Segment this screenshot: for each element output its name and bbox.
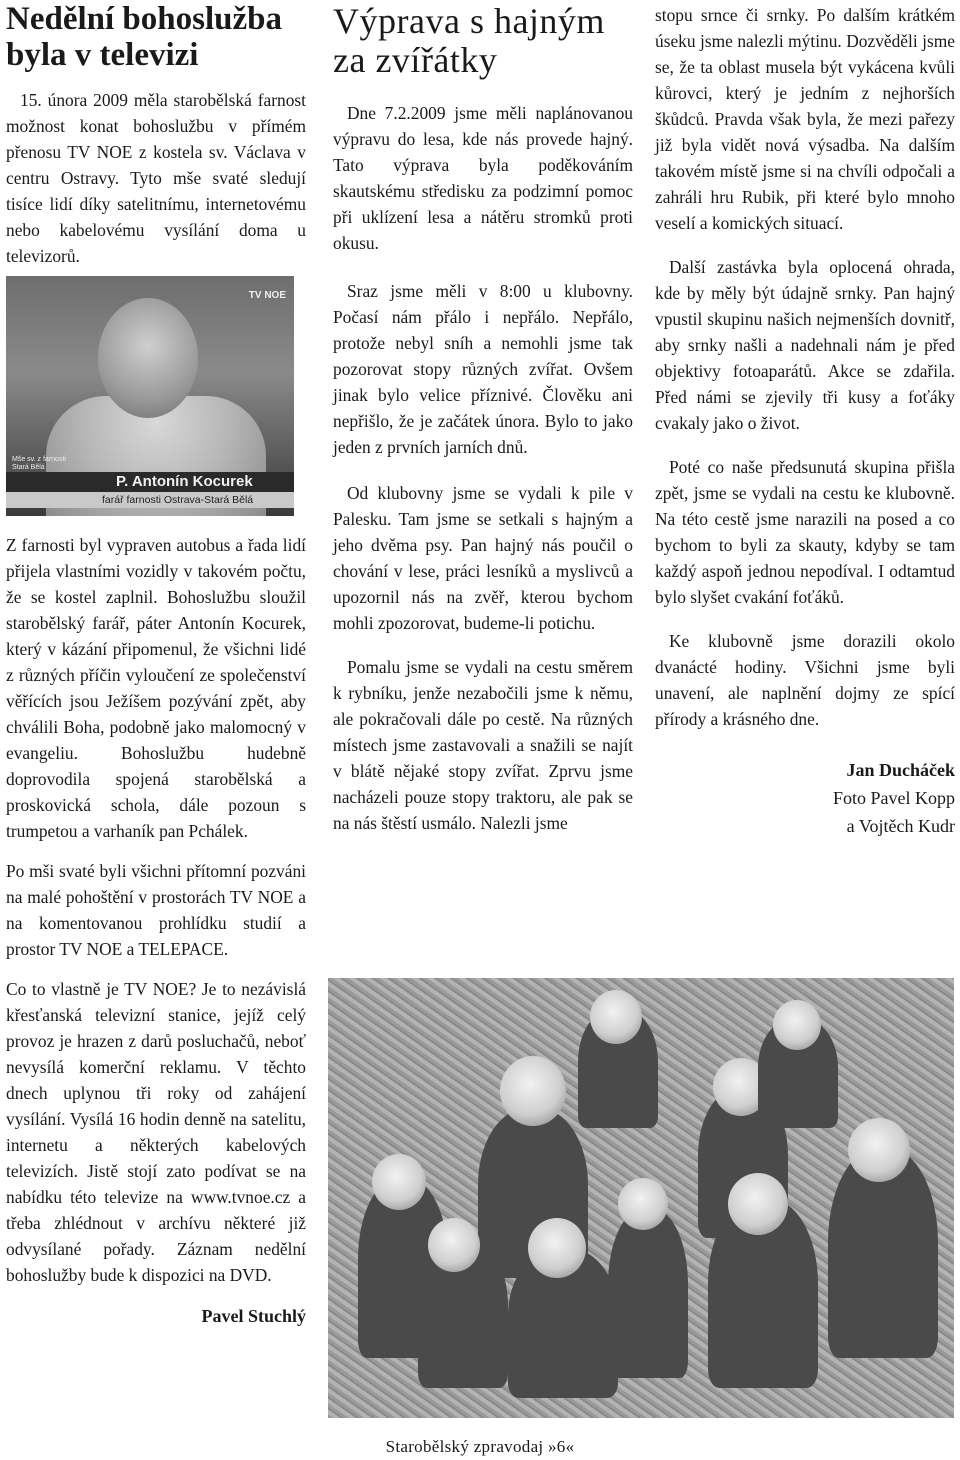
article-tv-paragraph-2: Z farnosti byl vypraven autobus a řada lidí přijela vlastními vozidly v takovém počtu, že se kostel zaplnil. Bohoslužbu sloužil starobělský farář, páter Antonín Kocurek, který v kázání připomenul, že všichni lidé z různých příčin vyloučení ze společenství věřících jsou Ježíšem pozývání zpět, aby chválili Boha, podobně jako malomocný v evangeliu. Bohoslužbu hudebně doprovodila spojená starobělská a proskovická schola, dále pozoun s trumpetou a varhaník pan Pchálek. bbox=[6, 535, 306, 841]
article-trip-paragraph-7: Poté co naše předsunutá skupina přišla zpět, jsme se vydali na cestu ke klubovně. Na této cestě jsme narazili na posed a co bychom to byli za skauty, kdyby se tam každý aspoň jednou nepodíval. I odtamtud bylo slyšet cvakání foťáků. bbox=[655, 457, 955, 607]
photo-face bbox=[848, 1118, 910, 1182]
photo-face bbox=[428, 1218, 480, 1272]
photo-caption-bar-name bbox=[6, 472, 294, 492]
article-tv-author: Pavel Stuchlý bbox=[201, 1306, 306, 1326]
scout-group-photo bbox=[328, 978, 954, 1418]
photo-caption-bar-role bbox=[6, 492, 294, 508]
article-tv-paragraph-1: 15. února 2009 měla starobělská farnost možnost konat bohoslužbu v přímém přenosu TV NOE z kostela sv. Václava v centru Ostravy. Tyto mše svaté sledují tisíce lidí díky satelitnímu, internetovému nebo kabelovému vysílání doma u televizorů. bbox=[6, 90, 306, 267]
photo-small-caption: Mše sv. z farnosti Stará Bělá bbox=[12, 456, 66, 471]
photo-caption-role: farář farnosti Ostrava-Stará Bělá bbox=[102, 494, 254, 506]
article-tv-title: Nedělní bohoslužba byla v televizi bbox=[6, 1, 282, 73]
article-trip-paragraph-4: Pomalu jsme se vydali na cestu směrem k rybníku, jenže nezabočili jsme k němu, ale pokračovali dále po cestě. Na různých místech jsme zastavovali a snažili se najít v blátě nějaké stopy zvířat. Zprvu jsme nacházeli pouze stopy traktoru, ale pak se na nás štěstí usmálo. Nalezli jsme bbox=[333, 656, 633, 833]
article-trip-paragraph-3: Od klubovny jsme se vydali k pile v Palesku. Tam jsme se setkali s hajným a jeho dvěma psy. Pan hajný nás poučil o chování v lese, práci lesníků a myslivců a upozornil nás na zvěř, kterou bychom mohli zpozorovat, budeme-li potichu. bbox=[333, 482, 633, 633]
article-tv-paragraph-4: Co to vlastně je TV NOE? Je to nezávislá křesťanská televizní stanice, jejíž celý provoz je hrazen z darů posluchačů, neboť nevysílá komerční reklamu. V těchto dnech uplynou tři roky od zahájení vysílání. Vysílá 16 hodin denně na satelitu, internetu a některých kabelových televizích. Jistě stojí zato podívat se na nabídku této televize na www.tvnoe.cz a třeba zhlédnout v archívu některé již odvysílané pořady. Záznam nedělní bohoslužby bude k dispozici na DVD. bbox=[6, 979, 306, 1285]
article-trip-column-2 bbox=[333, 0, 633, 850]
article-tv-continued bbox=[6, 532, 306, 1330]
article-tv-paragraph-3: Po mši svaté byli všichni přítomní pozváni na malé pohoštění v prostorách TV NOE a na komentovanou prohlídku studií a prostor TV NOE a TELEPACE. bbox=[6, 861, 306, 959]
article-trip-paragraph-1: Dne 7.2.2009 jsme měli naplánovanou výpravu do lesa, kde nás provede hajný. Tato výprava byla poděkováním skautskému středisku za podzimní pomoc při uklízení lesa a nátěru stromků proti okusu. bbox=[333, 102, 633, 253]
photo-caption-name: P. Antonín Kocurek bbox=[116, 473, 253, 490]
priest-face-shape bbox=[98, 298, 198, 418]
article-trip-signature bbox=[655, 756, 955, 840]
photo-face bbox=[773, 1000, 821, 1050]
page-footer: Starobělský zpravodaj »6« bbox=[385, 1437, 575, 1456]
photo-face bbox=[528, 1218, 586, 1278]
photo-credit-1: Foto Pavel Kopp bbox=[832, 788, 955, 808]
photo-face bbox=[618, 1178, 668, 1230]
photo-face bbox=[500, 1056, 566, 1126]
article-trip-paragraph-2: Sraz jsme měli v 8:00 u klubovny. Počasí nám přálo i nepřálo. Nepřálo, protože nebyl sníh a nemohli jsme tak pozorovat stopy různých zvířat. Ovšem jinak bylo velice příznivé. Člověku ani nepřišlo, že je začátek února. Bylo to jako jeden z prvních jarních dnů. bbox=[333, 280, 633, 457]
photo-face bbox=[372, 1154, 426, 1210]
photo-face bbox=[728, 1173, 788, 1235]
article-trip-paragraph-5: stopu srnce či srnky. Po dalším krátkém úseku jsme nalezli mýtinu. Dozvěděli jsme se, že ta oblast musela být vykácena kvůli kůrovci, který je jedním z nejhorších škůdců. Pravda však byla, že mezi pařezy již byla vidět nová výsadba. Na dalším takovém místě jsme si na chvíli odpočali a zahráli hru Rubik, při které bylo mnoho veselí a komických situací. bbox=[655, 5, 955, 233]
article-trip-author: Jan Ducháček bbox=[846, 760, 955, 780]
article-trip-column-3 bbox=[655, 0, 955, 840]
article-tv-column bbox=[6, 0, 306, 283]
photo-face bbox=[590, 990, 642, 1044]
article-trip-title: Výprava s hajným za zvířátky bbox=[333, 1, 605, 80]
article-trip-paragraph-8: Ke klubovně jsme dorazili okolo dvanácté hodiny. Všichni jsme byli unavení, ale naplnění dojmy ze spící přírody a krásného dne. bbox=[655, 631, 955, 729]
photo-figure bbox=[608, 1208, 688, 1378]
article-trip-paragraph-6: Další zastávka byla oplocená ohrada, kde by měly být údajně srnky. Pan hajný vpustil skupinu našich nejmenších dovnitř, aby srnky našli a nadehnali nám je před objektivy fotoaparátů. Akce se zdařila. Před námi se zjevily tři kusy a foťáky cvakaly jako o život. bbox=[655, 257, 955, 433]
tv-noe-logo: TV NOE bbox=[248, 290, 286, 301]
tv-broadcast-photo bbox=[6, 276, 294, 516]
photo-credit-2: a Vojtěch Kudr bbox=[846, 816, 955, 836]
